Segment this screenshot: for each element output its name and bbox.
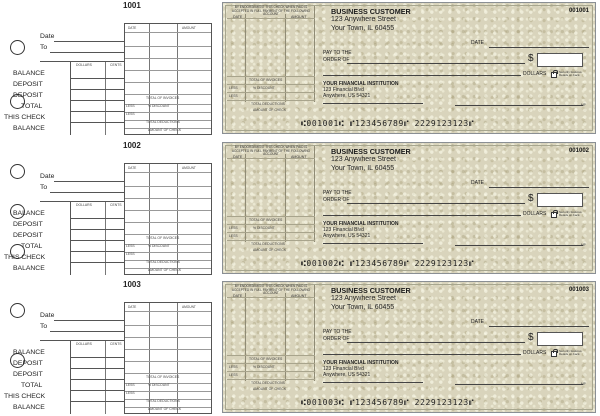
stub-invoice-grid bbox=[124, 23, 212, 135]
stub-deposit-label: DEPOSIT bbox=[13, 81, 43, 88]
chk-less: LESS bbox=[229, 226, 238, 230]
check-row-1 bbox=[0, 0, 600, 136]
stub-total-label: TOTAL bbox=[21, 243, 43, 250]
check-row-2 bbox=[0, 140, 600, 276]
stub-invoice-grid bbox=[124, 302, 212, 414]
bank-street: 123 Financial Blvd bbox=[323, 366, 364, 372]
check-number: 001003 bbox=[568, 287, 589, 293]
business-street: 123 Anywhere Street bbox=[331, 295, 396, 302]
endorse-amount-head: AMOUNT bbox=[291, 15, 307, 19]
check-date-line[interactable] bbox=[489, 187, 589, 188]
stub-total-deductions: TOTAL DEDUCTIONS bbox=[146, 120, 180, 124]
check-number: 001002 bbox=[568, 148, 589, 154]
bank-name: YOUR FINANCIAL INSTITUTION bbox=[323, 221, 399, 227]
stub-amount-of-check: AMOUNT OF CHECK bbox=[148, 407, 182, 411]
memo-line[interactable] bbox=[323, 382, 423, 383]
amount-words-line[interactable] bbox=[323, 75, 521, 76]
padlock-icon bbox=[551, 72, 557, 78]
stub-balance2-label: BALANCE bbox=[13, 125, 45, 132]
business-street: 123 Anywhere Street bbox=[331, 16, 396, 23]
stub-number: 1002 bbox=[123, 141, 141, 150]
endorse-date-head: DATE bbox=[233, 15, 243, 19]
amount-words-line[interactable] bbox=[323, 215, 521, 216]
stub-to-line[interactable] bbox=[50, 331, 124, 332]
stub-ledger-columns bbox=[70, 341, 124, 414]
stub-balance-line bbox=[70, 357, 124, 358]
stub-deposit2-label: DEPOSIT bbox=[13, 92, 43, 99]
stub-grid-date-head: DATE bbox=[128, 26, 137, 30]
chk-total-deductions: TOTAL DEDUCTIONS bbox=[251, 102, 285, 106]
stub-balance-line bbox=[70, 78, 124, 79]
security-note: Security features. Details on back. bbox=[559, 349, 583, 357]
order-of-label: ORDER OF bbox=[323, 197, 350, 203]
business-name: BUSINESS CUSTOMER bbox=[331, 7, 411, 16]
chk-total-invoices: TOTAL OF INVOICES bbox=[249, 78, 283, 82]
stub-dollars-head: DOLLARS bbox=[76, 203, 92, 207]
check-date-label: DATE bbox=[471, 40, 484, 46]
stub-total-line bbox=[70, 390, 124, 391]
chk-total-invoices: TOTAL OF INVOICES bbox=[249, 218, 283, 222]
check-body bbox=[222, 142, 596, 274]
stub-grid-amount-head: AMOUNT bbox=[182, 26, 196, 30]
check-body bbox=[222, 281, 596, 413]
stub-pct-discount: % DISCOUNT bbox=[148, 244, 170, 248]
padlock-icon bbox=[551, 212, 557, 218]
stub-this-check-line bbox=[70, 262, 124, 263]
bank-city: Anywhere, US 54321 bbox=[323, 233, 371, 239]
stub-to-label: To bbox=[40, 323, 48, 330]
stub-grid-date-head: DATE bbox=[128, 166, 137, 170]
stub-deposit-line bbox=[70, 89, 124, 90]
check-date-label: DATE bbox=[471, 180, 484, 186]
chk-pct-discount: % DISCOUNT bbox=[253, 365, 275, 369]
stub-balance-label: BALANCE bbox=[13, 210, 45, 217]
chk-amount-of-check: AMOUNT OF CHECK bbox=[253, 387, 287, 391]
check-stub bbox=[4, 279, 212, 415]
check-date-line[interactable] bbox=[489, 47, 589, 48]
check-row-3 bbox=[0, 279, 600, 415]
stub-dollars-head: DOLLARS bbox=[76, 63, 92, 67]
amount-box[interactable] bbox=[537, 53, 583, 67]
stub-this-check-label: THIS CHECK bbox=[4, 114, 46, 121]
stub-total-label: TOTAL bbox=[21, 382, 43, 389]
check-date-line[interactable] bbox=[489, 326, 589, 327]
check-stub bbox=[4, 140, 212, 276]
stub-less: LESS bbox=[126, 383, 135, 387]
stub-cents-head: CENTS bbox=[110, 203, 122, 207]
stub-deposit-label: DEPOSIT bbox=[13, 360, 43, 367]
stub-total-label: TOTAL bbox=[21, 103, 43, 110]
stub-total-deductions: TOTAL DEDUCTIONS bbox=[146, 399, 180, 403]
stub-this-check-line bbox=[70, 401, 124, 402]
endorsement-panel bbox=[227, 284, 315, 391]
security-note: Security features. Details on back. bbox=[559, 70, 583, 78]
endorsement-text: BY ENDORSEMENT THIS CHECK WHEN PAID IS ACCEPTED IN FULL PAYMENT OF THE FOLLOWING ACCOUNT bbox=[231, 145, 311, 157]
stub-balance-label: BALANCE bbox=[13, 70, 45, 77]
stub-date-line[interactable] bbox=[54, 320, 124, 321]
chk-less: LESS bbox=[229, 86, 238, 90]
padlock-icon bbox=[551, 351, 557, 357]
stub-less2: LESS bbox=[126, 112, 135, 116]
chk-less2: LESS bbox=[229, 94, 238, 98]
stub-date-label: Date bbox=[40, 173, 55, 180]
pay-to-label: PAY TO THE bbox=[323, 190, 352, 196]
endorse-amount-head: AMOUNT bbox=[291, 155, 307, 159]
business-name: BUSINESS CUSTOMER bbox=[331, 147, 411, 156]
stub-total-invoices: TOTAL OF INVOICES bbox=[146, 236, 180, 240]
stub-to-line[interactable] bbox=[50, 52, 124, 53]
dollar-sign: $ bbox=[528, 193, 534, 204]
endorsement-panel bbox=[227, 5, 315, 112]
memo-line[interactable] bbox=[323, 103, 423, 104]
stub-deposit2-label: DEPOSIT bbox=[13, 371, 43, 378]
endorsement-panel bbox=[227, 145, 315, 252]
check-stub bbox=[4, 0, 212, 136]
dollars-label: DOLLARS bbox=[523, 71, 547, 77]
stub-to-line[interactable] bbox=[50, 192, 124, 193]
bank-city: Anywhere, US 54321 bbox=[323, 93, 371, 99]
mp-mark: MP bbox=[581, 382, 586, 386]
order-of-label: ORDER OF bbox=[323, 336, 350, 342]
stub-pct-discount: % DISCOUNT bbox=[148, 104, 170, 108]
stub-total-deductions: TOTAL DEDUCTIONS bbox=[146, 260, 180, 264]
signature-line[interactable] bbox=[455, 384, 583, 385]
binder-hole-icon bbox=[10, 40, 25, 55]
bank-name: YOUR FINANCIAL INSTITUTION bbox=[323, 360, 399, 366]
stub-amount-of-check: AMOUNT OF CHECK bbox=[148, 128, 182, 132]
business-city: Your Town, IL 60455 bbox=[331, 304, 395, 311]
bank-name: YOUR FINANCIAL INSTITUTION bbox=[323, 81, 399, 87]
stub-ledger-columns bbox=[70, 62, 124, 135]
business-name: BUSINESS CUSTOMER bbox=[331, 286, 411, 295]
stub-invoice-grid bbox=[124, 163, 212, 275]
chk-less: LESS bbox=[229, 365, 238, 369]
dollar-sign: $ bbox=[528, 53, 534, 64]
stub-date-line[interactable] bbox=[54, 181, 124, 182]
stub-deposit-line bbox=[70, 229, 124, 230]
stub-this-check-label: THIS CHECK bbox=[4, 393, 46, 400]
check-number: 001001 bbox=[568, 8, 589, 14]
chk-pct-discount: % DISCOUNT bbox=[253, 86, 275, 90]
stub-deposit2-line bbox=[70, 100, 124, 101]
endorsement-text: BY ENDORSEMENT THIS CHECK WHEN PAID IS ACCEPTED IN FULL PAYMENT OF THE FOLLOWING ACCOUNT bbox=[231, 284, 311, 296]
stub-balance2-label: BALANCE bbox=[13, 265, 45, 272]
stub-amount-of-check: AMOUNT OF CHECK bbox=[148, 268, 182, 272]
stub-grid-date-head: DATE bbox=[128, 305, 137, 309]
stub-deposit2-line bbox=[70, 379, 124, 380]
stub-balance2-label: BALANCE bbox=[13, 404, 45, 411]
stub-date-label: Date bbox=[40, 312, 55, 319]
stub-date-label: Date bbox=[40, 33, 55, 40]
stub-deposit2-label: DEPOSIT bbox=[13, 232, 43, 239]
stub-deposit2-line bbox=[70, 240, 124, 241]
stub-to-label: To bbox=[40, 184, 48, 191]
payee-line[interactable] bbox=[347, 342, 525, 343]
stub-ledger-columns bbox=[70, 202, 124, 275]
stub-to-label: To bbox=[40, 44, 48, 51]
stub-pct-discount: % DISCOUNT bbox=[148, 383, 170, 387]
chk-total-invoices: TOTAL OF INVOICES bbox=[249, 357, 283, 361]
stub-total-line bbox=[70, 251, 124, 252]
amount-box[interactable] bbox=[537, 332, 583, 346]
stub-this-check-label: THIS CHECK bbox=[4, 254, 46, 261]
bank-city: Anywhere, US 54321 bbox=[323, 372, 371, 378]
stub-grid-amount-head: AMOUNT bbox=[182, 305, 196, 309]
business-street: 123 Anywhere Street bbox=[331, 156, 396, 163]
micr-line: ⑆001003⑆ ⑈123456789⑈ 2229123123⑈ bbox=[301, 398, 475, 407]
chk-amount-of-check: AMOUNT OF CHECK bbox=[253, 108, 287, 112]
bank-street: 123 Financial Blvd bbox=[323, 227, 364, 233]
micr-line: ⑆001002⑆ ⑈123456789⑈ 2229123123⑈ bbox=[301, 259, 475, 268]
security-note: Security features. Details on back. bbox=[559, 210, 583, 218]
bank-street: 123 Financial Blvd bbox=[323, 87, 364, 93]
payee-line[interactable] bbox=[347, 63, 525, 64]
stub-cents-head: CENTS bbox=[110, 63, 122, 67]
stub-less2: LESS bbox=[126, 252, 135, 256]
endorsement-text: BY ENDORSEMENT THIS CHECK WHEN PAID IS ACCEPTED IN FULL PAYMENT OF THE FOLLOWING ACCOUNT bbox=[231, 5, 311, 17]
chk-less2: LESS bbox=[229, 373, 238, 377]
signature-line[interactable] bbox=[455, 245, 583, 246]
chk-pct-discount: % DISCOUNT bbox=[253, 226, 275, 230]
binder-hole-icon bbox=[10, 303, 25, 318]
check-date-label: DATE bbox=[471, 319, 484, 325]
chk-less2: LESS bbox=[229, 234, 238, 238]
mp-mark: MP bbox=[581, 103, 586, 107]
stub-less2: LESS bbox=[126, 391, 135, 395]
chk-amount-of-check: AMOUNT OF CHECK bbox=[253, 248, 287, 252]
chk-total-deductions: TOTAL DEDUCTIONS bbox=[251, 242, 285, 246]
business-city: Your Town, IL 60455 bbox=[331, 25, 395, 32]
stub-balance-label: BALANCE bbox=[13, 349, 45, 356]
chk-total-deductions: TOTAL DEDUCTIONS bbox=[251, 381, 285, 385]
stub-cents-head: CENTS bbox=[110, 342, 122, 346]
order-of-label: ORDER OF bbox=[323, 57, 350, 63]
stub-dollars-head: DOLLARS bbox=[76, 342, 92, 346]
stub-balance-line bbox=[70, 218, 124, 219]
binder-hole-icon bbox=[10, 164, 25, 179]
mp-mark: MP bbox=[581, 243, 586, 247]
stub-deposit-line bbox=[70, 368, 124, 369]
memo-line[interactable] bbox=[323, 243, 423, 244]
micr-line: ⑆001001⑆ ⑈123456789⑈ 2229123123⑈ bbox=[301, 119, 475, 128]
amount-box[interactable] bbox=[537, 193, 583, 207]
stub-total-invoices: TOTAL OF INVOICES bbox=[146, 96, 180, 100]
stub-total-line bbox=[70, 111, 124, 112]
endorse-date-head: DATE bbox=[233, 155, 243, 159]
dollar-sign: $ bbox=[528, 332, 534, 343]
stub-number: 1003 bbox=[123, 280, 141, 289]
stub-this-check-line bbox=[70, 122, 124, 123]
dollars-label: DOLLARS bbox=[523, 211, 547, 217]
signature-line[interactable] bbox=[455, 105, 583, 106]
stub-less: LESS bbox=[126, 104, 135, 108]
amount-words-line[interactable] bbox=[323, 354, 521, 355]
endorse-date-head: DATE bbox=[233, 294, 243, 298]
stub-number: 1001 bbox=[123, 1, 141, 10]
endorse-amount-head: AMOUNT bbox=[291, 294, 307, 298]
stub-deposit-label: DEPOSIT bbox=[13, 221, 43, 228]
pay-to-label: PAY TO THE bbox=[323, 329, 352, 335]
stub-grid-amount-head: AMOUNT bbox=[182, 166, 196, 170]
stub-less: LESS bbox=[126, 244, 135, 248]
payee-line[interactable] bbox=[347, 203, 525, 204]
business-city: Your Town, IL 60455 bbox=[331, 165, 395, 172]
check-body bbox=[222, 2, 596, 134]
pay-to-label: PAY TO THE bbox=[323, 50, 352, 56]
dollars-label: DOLLARS bbox=[523, 350, 547, 356]
stub-total-invoices: TOTAL OF INVOICES bbox=[146, 375, 180, 379]
stub-date-line[interactable] bbox=[54, 41, 124, 42]
